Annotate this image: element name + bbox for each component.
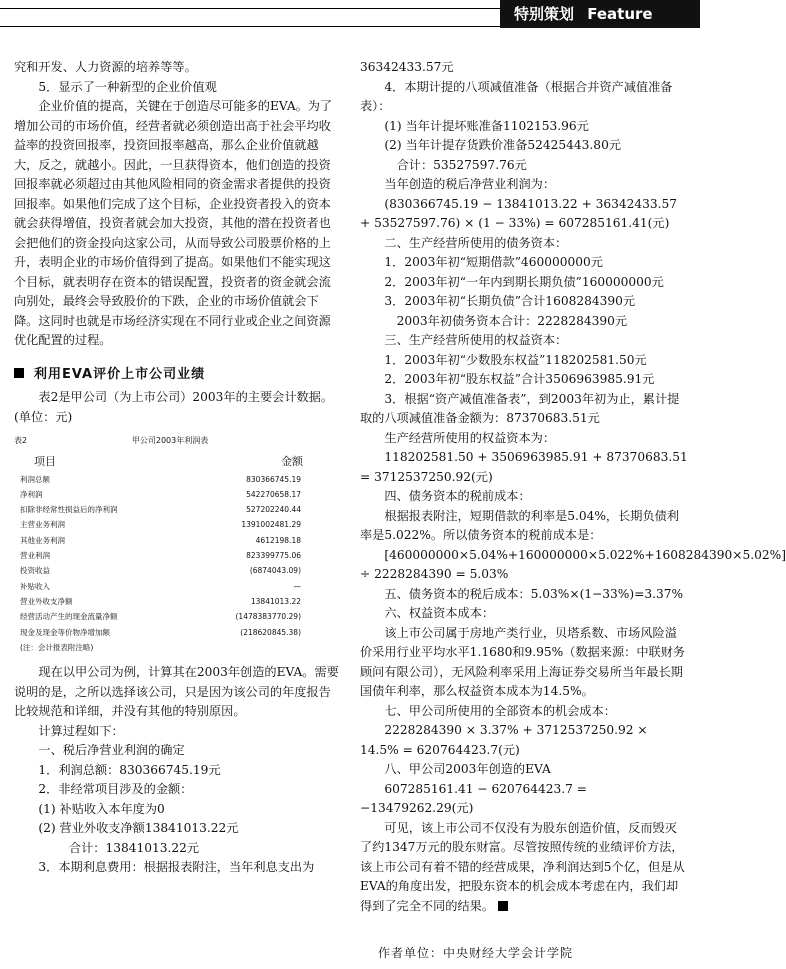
table-cell-item: 经营活动产生的现金流量净额 [20, 612, 118, 622]
paragraph-text: 生产经营所使用的权益资本为： [384, 430, 556, 445]
paragraph [360, 331, 688, 351]
paragraph-text: 该上市公司属于房地产类行业，贝塔系数、市场风险溢价采用行业平均水平1.1680和9.95%（数据来源：中联财务顾问有限公司），无风险利率采用上海证券交易所当年最长期国债年利率，那么权益资本成本为14.5%。 [360, 625, 686, 698]
table-cell-amount: (1478383770.29) [235, 612, 301, 622]
paragraph [360, 175, 688, 195]
paragraph-text: 八、甲公司2003年创造的EVA [384, 762, 551, 776]
left-column [14, 58, 343, 878]
subheading: 5．显示了一种新型的企业价值观 [38, 79, 217, 94]
paragraph-text: 118202581.50 + 3506963985.91 + 87370683.51 = 3712537250.92(元) [360, 450, 688, 484]
paragraph [360, 312, 688, 332]
right-column [360, 58, 786, 916]
table-row [14, 594, 343, 609]
paragraph [360, 448, 688, 487]
paragraph [360, 234, 688, 254]
table-row [14, 502, 343, 517]
paragraph-text: (2) 当年计提存货跌价准备52425443.80元 [384, 138, 622, 152]
table-row [14, 625, 343, 640]
paragraph [360, 507, 688, 546]
paragraph-text: 三、生产经营所使用的权益资本： [384, 333, 568, 347]
table-cell-item: 净利润 [20, 489, 43, 499]
section-tag-en: Feature [587, 5, 653, 23]
paragraph [360, 702, 688, 722]
paragraph-text: 二、生产经营所使用的债务资本： [384, 235, 568, 250]
section-tag-cn: 特别策划 [514, 5, 575, 23]
paragraph-text: 607285161.41 − 620764423.7 = −13479262.29(元) [360, 781, 588, 815]
paragraph: 一、税后净营业利润的确定 [38, 743, 185, 758]
table-cell-item: 营业外收支净额 [20, 596, 73, 606]
table-cell-item: 现金及现金等价物净增加额 [20, 627, 110, 637]
paragraph-text: 六、权益资本成本： [384, 606, 495, 620]
table-cell-amount: 527202240.44 [246, 505, 301, 515]
paragraph [360, 604, 688, 624]
paragraph [360, 78, 688, 117]
paragraph: 企业价值的提高，关键在于创造尽可能多的EVA。为了增加公司的市场价值，经营者就必须创造出高于社会平均收益率的投资回报率，投资回报率越高，那么企业价值就越大，反之，就越小。因此，一旦获得资本，他们创造的投资回报率就必须超过由其他风险相同的资金需求者提供的投资回报率。如果他们完成了这个目标，企业投资者投入的资本就会获得增值，投资者就会加大投资，其他的潜在投资者也会把他们的资金投向这家公司，从而导致公司股票价格的上升，表明企业的市场价值得到了提高。如果他们不能实现这个目标，就表明存在资本的错误配置，投资者的资金就会流向别处，最终会导致股价的下跌，企业的市场价值就会下降。这同时也就是市场经济实现在不同行业或企业之间资源优化配置的过程。 [14, 99, 333, 347]
paragraph: 表2是甲公司（为上市公司）2003年的主要会计数据。(单位：元) [14, 390, 334, 424]
page-header [0, 0, 700, 32]
paragraph: 2．非经常项目涉及的金额： [38, 782, 193, 797]
section-heading [14, 365, 343, 385]
section-heading-text: 利用EVA评价上市公司业绩 [34, 366, 206, 382]
paragraph-text: 2228284390 × 3.37% + 3712537250.92 × 14.5% = 620764423.7(元) [360, 723, 648, 757]
paragraph [360, 156, 688, 176]
table-row [14, 487, 343, 502]
paragraph: 3．本期利息费用：根据报表附注，当年利息支出为 [38, 860, 315, 875]
paragraph: 究和开发、人力资源的培养等等。 [14, 60, 197, 74]
paragraph [360, 273, 688, 293]
paragraph: (1) 补贴收入本年度为0 [38, 801, 165, 816]
table-cell-amount: 4612198.18 [255, 535, 301, 545]
author-affiliation: 作者单位：中央财经大学会计学院 [378, 946, 574, 960]
paragraph-text: 3．根据“资产减值准备表”，到2003年初为止，累计提取的八项减值准备金额为：87370683.51元 [360, 391, 680, 425]
paragraph: (2) 营业外收支净额13841013.22元 [38, 821, 239, 836]
paragraph: 1．利润总额：830366745.19元 [38, 762, 221, 777]
paragraph-text: 36342433.57元 [360, 60, 454, 74]
table-label: 表2 [14, 436, 28, 445]
table-row [14, 609, 343, 624]
table-cell-item: 其他业务利润 [20, 535, 65, 545]
table-title: 甲公司2003年利润表 [131, 436, 209, 445]
end-mark-icon [498, 901, 508, 911]
paragraph [360, 195, 688, 234]
paragraph [360, 760, 688, 780]
paragraph [360, 721, 688, 760]
paragraph [360, 370, 688, 390]
paragraph: 合计：13841013.22元 [68, 840, 200, 855]
paragraph-text: 七、甲公司所使用的全部资本的机会成本： [384, 703, 616, 718]
table-cell-amount: 830366745.19 [246, 474, 301, 484]
paragraph-text: [460000000×5.04%+160000000×5.022%+1608284390×5.02%] ÷ 2228284390 = 5.03% [360, 547, 786, 581]
paragraph [360, 136, 688, 156]
paragraph [360, 780, 688, 819]
paragraph: 现在以甲公司为例，计算其在2003年创造的EVA。需要说明的是，之所以选择该公司，只是因为该公司的年度报告比较规范和详细，并没有其他的特别原因。 [14, 665, 339, 719]
table-note: (注：会计报表附注略) [20, 642, 94, 652]
table-cell-item: 主营业务利润 [20, 520, 65, 530]
paragraph-text: (830366745.19 − 13841013.22 + 36342433.57 + 53527597.76) × (1 − 33%) = 607285161.41(元) [360, 196, 678, 230]
table-cell-amount: 542270658.17 [246, 489, 301, 499]
paragraph [360, 117, 688, 137]
table-cell-item: 营业利润 [20, 551, 50, 561]
paragraph-text: 3．2003年初“长期负债”合计1608284390元 [384, 294, 636, 308]
paragraph-text: 2．2003年初“一年内到期长期负债”160000000元 [384, 274, 664, 289]
paragraph [360, 390, 688, 429]
paragraph [360, 624, 688, 702]
paragraph [360, 487, 688, 507]
section-tag [500, 0, 700, 28]
paragraph [360, 819, 688, 917]
table-cell-amount: — [293, 581, 301, 591]
paragraph [360, 253, 688, 273]
paragraph-text: 可见，该上市公司不仅没有为股东创造价值，反而毁灭了约1347万元的股东财富。尽管按照传统的业绩评价方法，该上市公司有着不错的经营成果，净利润达到5个亿，但是从EVA的角度出发，把股东资本的机会成本考虑在内，我们却得到了完全不同的结果。 [360, 820, 685, 913]
table-cell-item: 利润总额 [20, 474, 50, 484]
paragraph-text: 根据报表附注，短期借款的利率是5.04%，长期负债利率是5.022%。所以债务资本的税前成本是： [360, 508, 680, 542]
table-header-amount: 金额 [281, 455, 303, 469]
income-table [14, 433, 343, 655]
paragraph [360, 429, 688, 449]
table-row [14, 533, 343, 548]
paragraph [360, 585, 688, 605]
paragraph-text: 2003年初债务资本合计：2228284390元 [396, 313, 628, 328]
table-header-item: 项目 [34, 455, 56, 469]
paragraph [360, 546, 786, 585]
table-cell-amount: 1391002481.29 [241, 520, 301, 530]
paragraph-text: (1) 当年计提坏账准备1102153.96元 [384, 118, 589, 133]
table-cell-amount: 13841013.22 [250, 596, 301, 606]
table-cell-item: 扣除非经常性损益后的净利润 [20, 505, 118, 515]
table-cell-item: 补贴收入 [20, 581, 50, 591]
paragraph-text: 1．2003年初“短期借款”460000000元 [384, 255, 603, 269]
paragraph [360, 292, 688, 312]
paragraph [360, 58, 688, 78]
table-row [14, 548, 343, 563]
paragraph [360, 351, 688, 371]
paragraph-text: 合计：53527597.76元 [396, 157, 527, 172]
table-cell-amount: (218620845.38) [240, 627, 301, 637]
table-row [14, 517, 343, 532]
paragraph-text: 五、债务资本的税后成本：5.03%×(1−33%)=3.37% [384, 586, 684, 601]
paragraph: 计算过程如下： [38, 723, 124, 738]
paragraph-text: 四、债务资本的税前成本： [384, 489, 531, 503]
table-row [14, 579, 343, 594]
paragraph-text: 2．2003年初“股东权益”合计3506963985.91元 [384, 372, 655, 386]
table-row [14, 563, 343, 578]
square-bullet-icon [14, 368, 24, 378]
table-cell-amount: 823399775.06 [246, 551, 301, 561]
paragraph-text: 4．本期计提的八项减值准备（根据合并资产减值准备表）： [360, 79, 673, 113]
paragraph-text: 当年创造的税后净营业利润为： [384, 177, 556, 191]
table-cell-amount: (6874043.09) [249, 566, 301, 576]
table-row [14, 472, 343, 487]
table-cell-item: 投资收益 [20, 566, 50, 576]
paragraph-text: 1．2003年初“少数股东权益”118202581.50元 [384, 352, 647, 367]
